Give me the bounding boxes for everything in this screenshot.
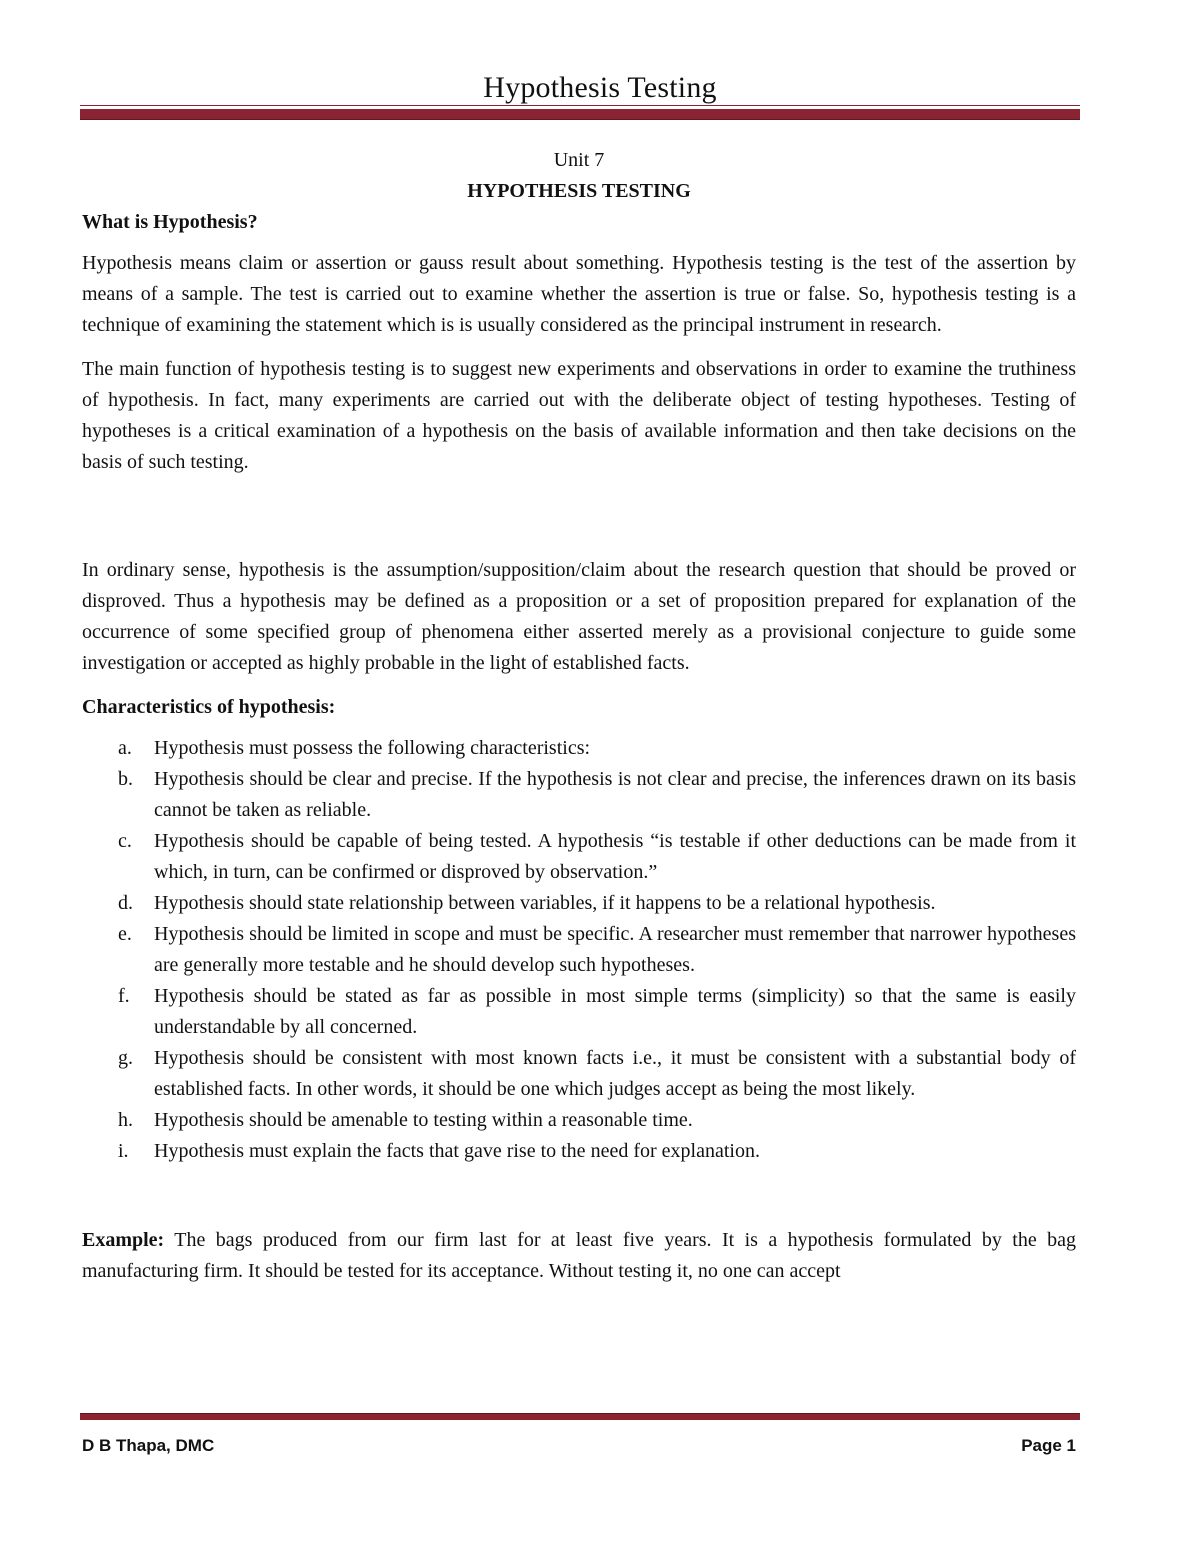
- list-item: [82, 764, 1076, 826]
- list-item-text: Hypothesis should be capable of being tested. A hypothesis “is testable if other deductions can be made from it which, in turn, can be confirmed or disproved by observation.”: [154, 830, 1076, 883]
- blank-space: [82, 491, 1076, 555]
- list-marker: h.: [118, 1109, 133, 1131]
- list-item: [82, 1136, 1076, 1167]
- example-text: The bags produced from our firm last for at least five years. It is a hypothesis formulated by the bag manufacturing firm. It should be tested for its acceptance. Without testing it, no one can accept: [82, 1229, 1076, 1282]
- list-item-text: Hypothesis should be clear and precise. If the hypothesis is not clear and precise, the inferences drawn on its basis cannot be taken as reliable.: [154, 768, 1076, 821]
- list-item-text: Hypothesis should be stated as far as possible in most simple terms (simplicity) so that the same is easily understandable by all concerned.: [154, 985, 1076, 1038]
- list-marker: c.: [118, 830, 132, 852]
- paragraph: Hypothesis means claim or assertion or gauss result about something. Hypothesis testing is the test of the assertion by means of a sample. The test is carried out to examine whether the assertion is true or false. So, hypothesis testing is a technique of examining the statement which is is usually considered as the principal instrument in research.: [82, 252, 1076, 336]
- list-marker: b.: [118, 768, 133, 790]
- characteristics-list: [82, 733, 1076, 1167]
- list-item-text: Hypothesis must possess the following characteristics:: [154, 737, 591, 759]
- list-item-text: Hypothesis should be amenable to testing within a reasonable time.: [154, 1109, 693, 1131]
- list-marker: g.: [118, 1047, 133, 1069]
- footer-rule: [80, 1413, 1080, 1420]
- example-label: Example:: [82, 1229, 165, 1251]
- paragraph: In ordinary sense, hypothesis is the assumption/supposition/claim about the research question that should be proved or disproved. Thus a hypothesis may be defined as a proposition or a set of proposition prepared for explanation of the occurrence of some specified group of phenomena either asserted merely as a provisional conjecture to guide some investigation or accepted as highly probable in the light of established facts.: [82, 559, 1076, 674]
- unit-label: Unit 7: [553, 149, 605, 171]
- running-header-title: Hypothesis Testing: [483, 71, 717, 104]
- section-heading-characteristics: Characteristics of hypothesis:: [82, 696, 336, 718]
- section-heading-what-is-hypothesis: What is Hypothesis?: [82, 211, 258, 233]
- paragraph: The main function of hypothesis testing is to suggest new experiments and observations in order to examine the truthiness of hypothesis. In fact, many experiments are carried out with the deliberate object of testing hypotheses. Testing of hypotheses is a critical examination of a hypothesis on the basis of available information and then take decisions on the basis of such testing.: [82, 358, 1076, 473]
- list-item: [82, 1105, 1076, 1136]
- list-item: [82, 1043, 1076, 1105]
- blank-space: [82, 1167, 1076, 1225]
- unit-title: HYPOTHESIS TESTING: [467, 180, 691, 202]
- list-item: [82, 981, 1076, 1043]
- page-content: [82, 145, 1076, 1300]
- list-marker: d.: [118, 892, 133, 914]
- list-item: [82, 888, 1076, 919]
- list-item-text: Hypothesis should state relationship between variables, if it happens to be a relational hypothesis.: [154, 892, 936, 914]
- list-item-text: Hypothesis should be consistent with most known facts i.e., it must be consistent with a substantial body of established facts. In other words, it should be one which judges accept as being the most likely.: [154, 1047, 1076, 1100]
- example-paragraph: [82, 1225, 1076, 1287]
- list-marker: f.: [118, 985, 130, 1007]
- list-item-text: Hypothesis must explain the facts that gave rise to the need for explanation.: [154, 1140, 760, 1162]
- footer-author: D B Thapa, DMC: [82, 1436, 215, 1455]
- list-item: [82, 826, 1076, 888]
- list-item-text: Hypothesis should be limited in scope and must be specific. A researcher must remember that narrower hypotheses are generally more testable and he should develop such hypotheses.: [154, 923, 1076, 976]
- list-item: [82, 919, 1076, 981]
- list-item: [82, 733, 1076, 764]
- footer-page-number: Page 1: [1021, 1436, 1076, 1455]
- list-marker: i.: [118, 1140, 129, 1162]
- list-marker: e.: [118, 923, 132, 945]
- header-rule: [80, 109, 1080, 120]
- list-marker: a.: [118, 737, 132, 759]
